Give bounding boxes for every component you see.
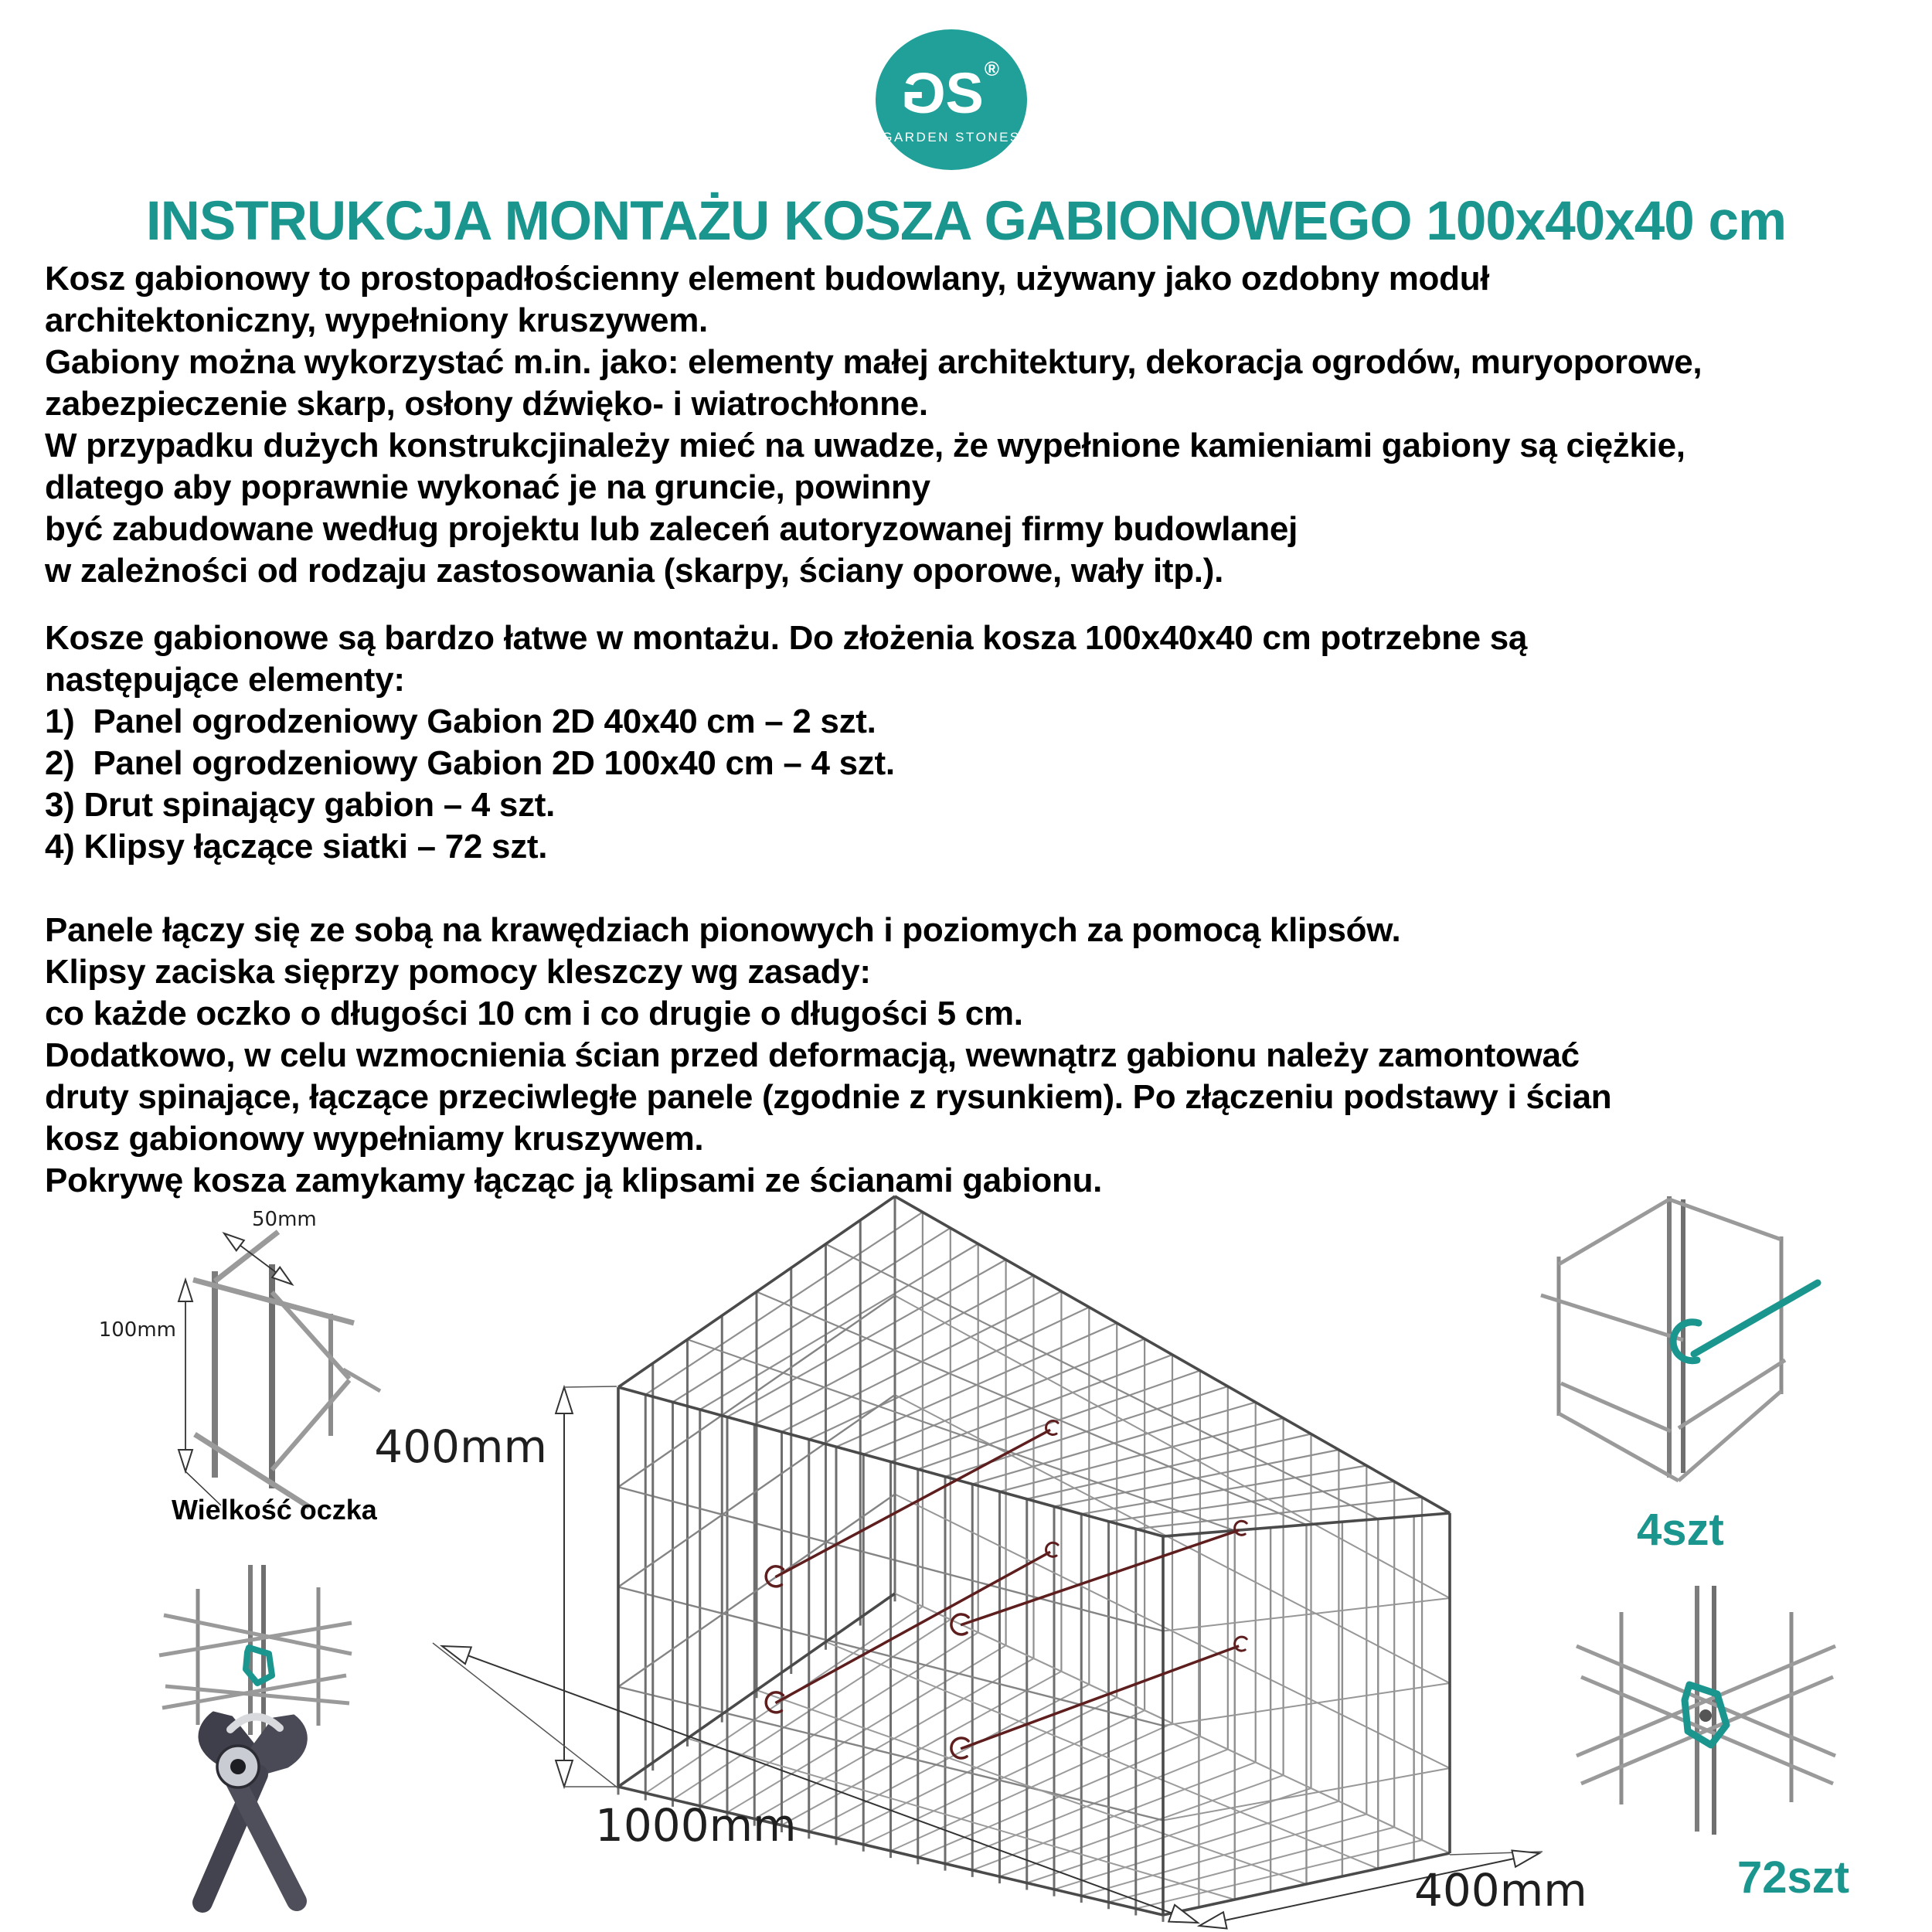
page-title: INSTRUKCJA MONTAŻU KOSZA GABIONOWEGO 100x40x40 cm: [145, 191, 1787, 252]
bracing-wire-teal: [1673, 1283, 1818, 1361]
text-line: Panele łączy się ze sobą na krawędziach pionowych i poziomych za pomocą klipsów.: [45, 911, 1401, 949]
intro-paragraph: [45, 258, 1702, 592]
logo-initials-row: [903, 57, 1000, 125]
bracing-wire-diagram: [1522, 1182, 1832, 1507]
pliers-tool-icon: [199, 1713, 306, 1903]
mesh-dim-50mm: 50mm: [252, 1208, 317, 1231]
text-line: Gabiony można wykorzystać m.in. jako: elementy małej architektury, dekoracja ogrodów, muryoporowe,: [45, 343, 1702, 381]
clip-diagram: [1561, 1577, 1855, 1847]
gabion-isometric-drawing: [363, 1175, 1587, 1932]
text-line: zabezpieczenie skarp, osłony dźwięko- i wiatrochłonne.: [45, 385, 928, 423]
bracing-wire-count-label: 4szt: [1637, 1505, 1724, 1555]
logo-gs-monogram: GS: [903, 61, 981, 125]
text-line: być zabudowane według projektu lub zaleceń autoryzowanej firmy budowlanej: [45, 510, 1298, 548]
text-line: kosz gabionowy wypełniamy kruszywem.: [45, 1120, 704, 1158]
text-line: druty spinające, łączące przeciwległe panele (zgodnie z rysunkiem). Po złączeniu podstawy i ścian: [45, 1078, 1612, 1116]
text-line: w zależności od rodzaju zastosowania (skarpy, ściany oporowe, wały itp.).: [45, 552, 1223, 590]
assembly-paragraph: [45, 910, 1611, 1202]
text-line: 2) Panel ogrodzeniowy Gabion 2D 100x40 cm – 4 szt.: [45, 744, 895, 782]
mesh-dim-100mm: 100mm: [98, 1318, 176, 1342]
text-line: dlatego aby poprawnie wykonać je na gruncie, powinny: [45, 468, 930, 506]
registered-trademark-icon: ®: [984, 57, 1000, 80]
pliers-clip-diagram: [135, 1553, 375, 1924]
text-line: Pokrywę kosza zamykamy łącząc ją klipsami ze ścianami gabionu.: [45, 1162, 1103, 1199]
gabion-dim-length: 1000mm: [595, 1799, 797, 1852]
mesh-wires: [193, 1232, 380, 1507]
clip-count-label: 72szt: [1737, 1852, 1850, 1903]
text-line: 4) Klipsy łączące siatki – 72 szt.: [45, 828, 548, 866]
garden-stones-logo: [876, 29, 1027, 170]
logo-subtitle: GARDEN STONES: [882, 130, 1021, 145]
text-line: 3) Drut spinający gabion – 4 szt.: [45, 786, 556, 824]
bracing-wire-mesh: [1541, 1196, 1785, 1481]
text-line: architektoniczny, wypełniony kruszywem.: [45, 301, 708, 339]
text-line: Klipsy zaciska sięprzy pomocy kleszczy wg zasady:: [45, 953, 871, 991]
gabion-dim-height: 400mm: [374, 1420, 547, 1473]
text-line: Kosze gabionowe są bardzo łatwe w montażu. Do złożenia kosza 100x40x40 cm potrzebne są: [45, 619, 1528, 657]
text-line: W przypadku dużych konstrukcjinależy mieć na uwadze, że wypełnione kamieniami gabiony są ciężkie,: [45, 427, 1685, 464]
text-line: Kosz gabionowy to prostopadłościenny element budowlany, używany jako ozdobny moduł: [45, 260, 1490, 298]
text-line: co każde oczko o długości 10 cm i co drugie o długości 5 cm.: [45, 995, 1023, 1032]
text-line: 1) Panel ogrodzeniowy Gabion 2D 40x40 cm – 2 szt.: [45, 702, 876, 740]
text-line: następujące elementy:: [45, 661, 405, 699]
gabion-dim-width: 400mm: [1414, 1864, 1587, 1917]
text-line: Dodatkowo, w celu wzmocnienia ścian przed deformacją, wewnątrz gabionu należy zamontować: [45, 1036, 1580, 1074]
mesh-caption: Wielkość oczka: [172, 1494, 377, 1526]
parts-list-paragraph: [45, 617, 1527, 868]
